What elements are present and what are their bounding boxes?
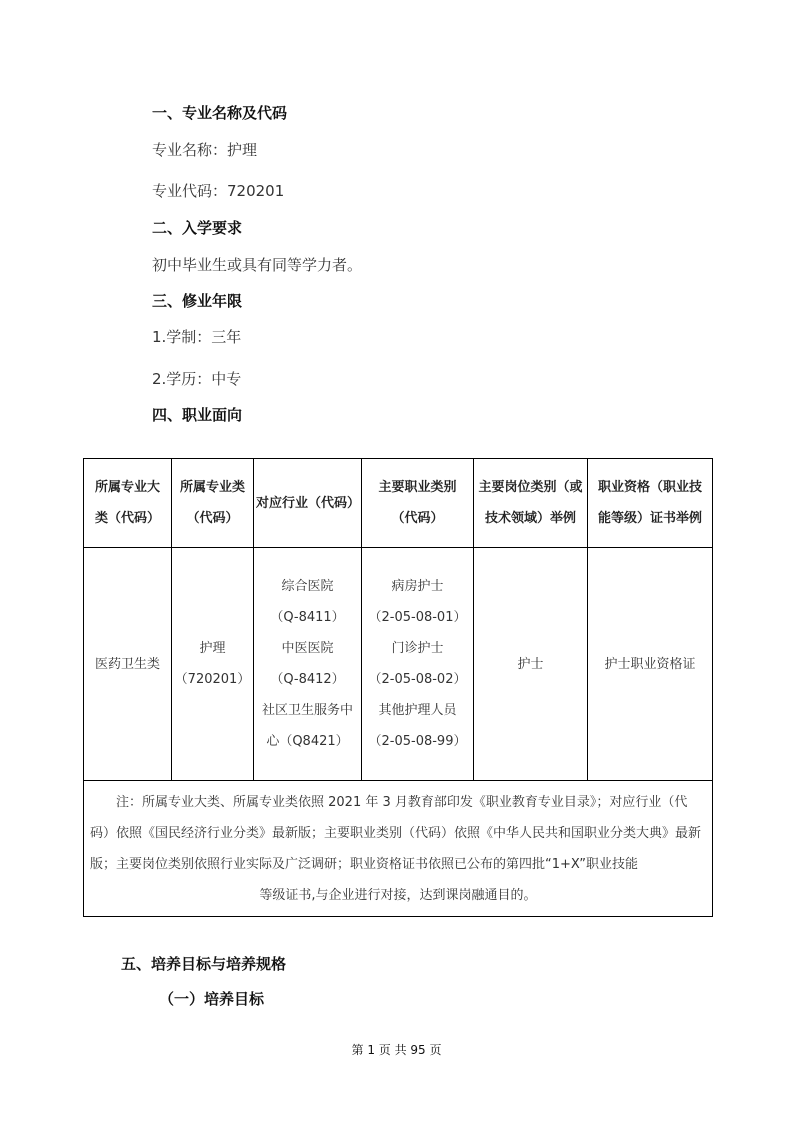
section-3-heading: 三、修业年限 xyxy=(152,292,243,310)
admission-requirement: 初中毕业生或具有同等学力者。 xyxy=(152,256,363,274)
major-name: 专业名称：护理 xyxy=(152,141,258,159)
header-cell: 主要岗位类别（或 技术领域）举例 xyxy=(474,459,588,548)
category-cell: 医药卫生类 xyxy=(84,548,172,781)
note-text-last: 等级证书,与企业进行对接，达到课岗融通目的。 xyxy=(259,887,537,903)
table-row xyxy=(84,548,713,781)
post-cell: 护士 xyxy=(474,548,588,781)
header-cell: 主要职业类别 （代码） xyxy=(362,459,474,548)
occupation-cell: 病房护士 （2-05-08-01） 门诊护士 （2-05-08-02） 其他护理人员 （2-05-08-99） xyxy=(362,548,474,781)
certificate-cell: 护士职业资格证 xyxy=(588,548,713,781)
major-code: 专业代码：720201 xyxy=(152,182,285,200)
table-header-row xyxy=(84,459,713,548)
header-cell: 对应行业（代码） xyxy=(254,459,362,548)
header-cell: 职业资格（职业技 能等级）证书举例 xyxy=(588,459,713,548)
note-cell xyxy=(84,781,713,917)
section-1-heading: 一、专业名称及代码 xyxy=(152,104,288,122)
header-cell: 所属专业大 类（代码） xyxy=(84,459,172,548)
table-note-row xyxy=(84,781,713,917)
section-4-heading: 四、职业面向 xyxy=(152,406,243,424)
header-cell: 所属专业类 （代码） xyxy=(172,459,254,548)
industry-cell: 综合医院 （Q-8411） 中医医院 （Q-8412） 社区卫生服务中 心（Q8421） xyxy=(254,548,362,781)
note-text: 注：所属专业大类、所属专业类依照 2021 年 3 月教育部印发《职业教育专业目录》；对应行业（代码）依照《国民经济行业分类》最新版；主要职业类别（代码）依照《中华人民共和国职业分类大典》最新版；主要岗位类别依照行业实际及广泛调研；职业资格证书依照已公布的第四批“1+X”职业技能 xyxy=(90,794,702,872)
education-level: 2.学历：中专 xyxy=(152,370,242,388)
page-footer: 第 1 页 共 95 页 xyxy=(351,1043,442,1057)
section-2-heading: 二、入学要求 xyxy=(152,219,243,237)
section-5-heading: 五、培养目标与培养规格 xyxy=(121,955,287,973)
major-cell: 护理 （720201） xyxy=(172,548,254,781)
study-duration: 1.学制：三年 xyxy=(152,328,242,346)
occupation-table xyxy=(83,458,713,917)
subsection-heading: （一）培养目标 xyxy=(159,990,265,1008)
